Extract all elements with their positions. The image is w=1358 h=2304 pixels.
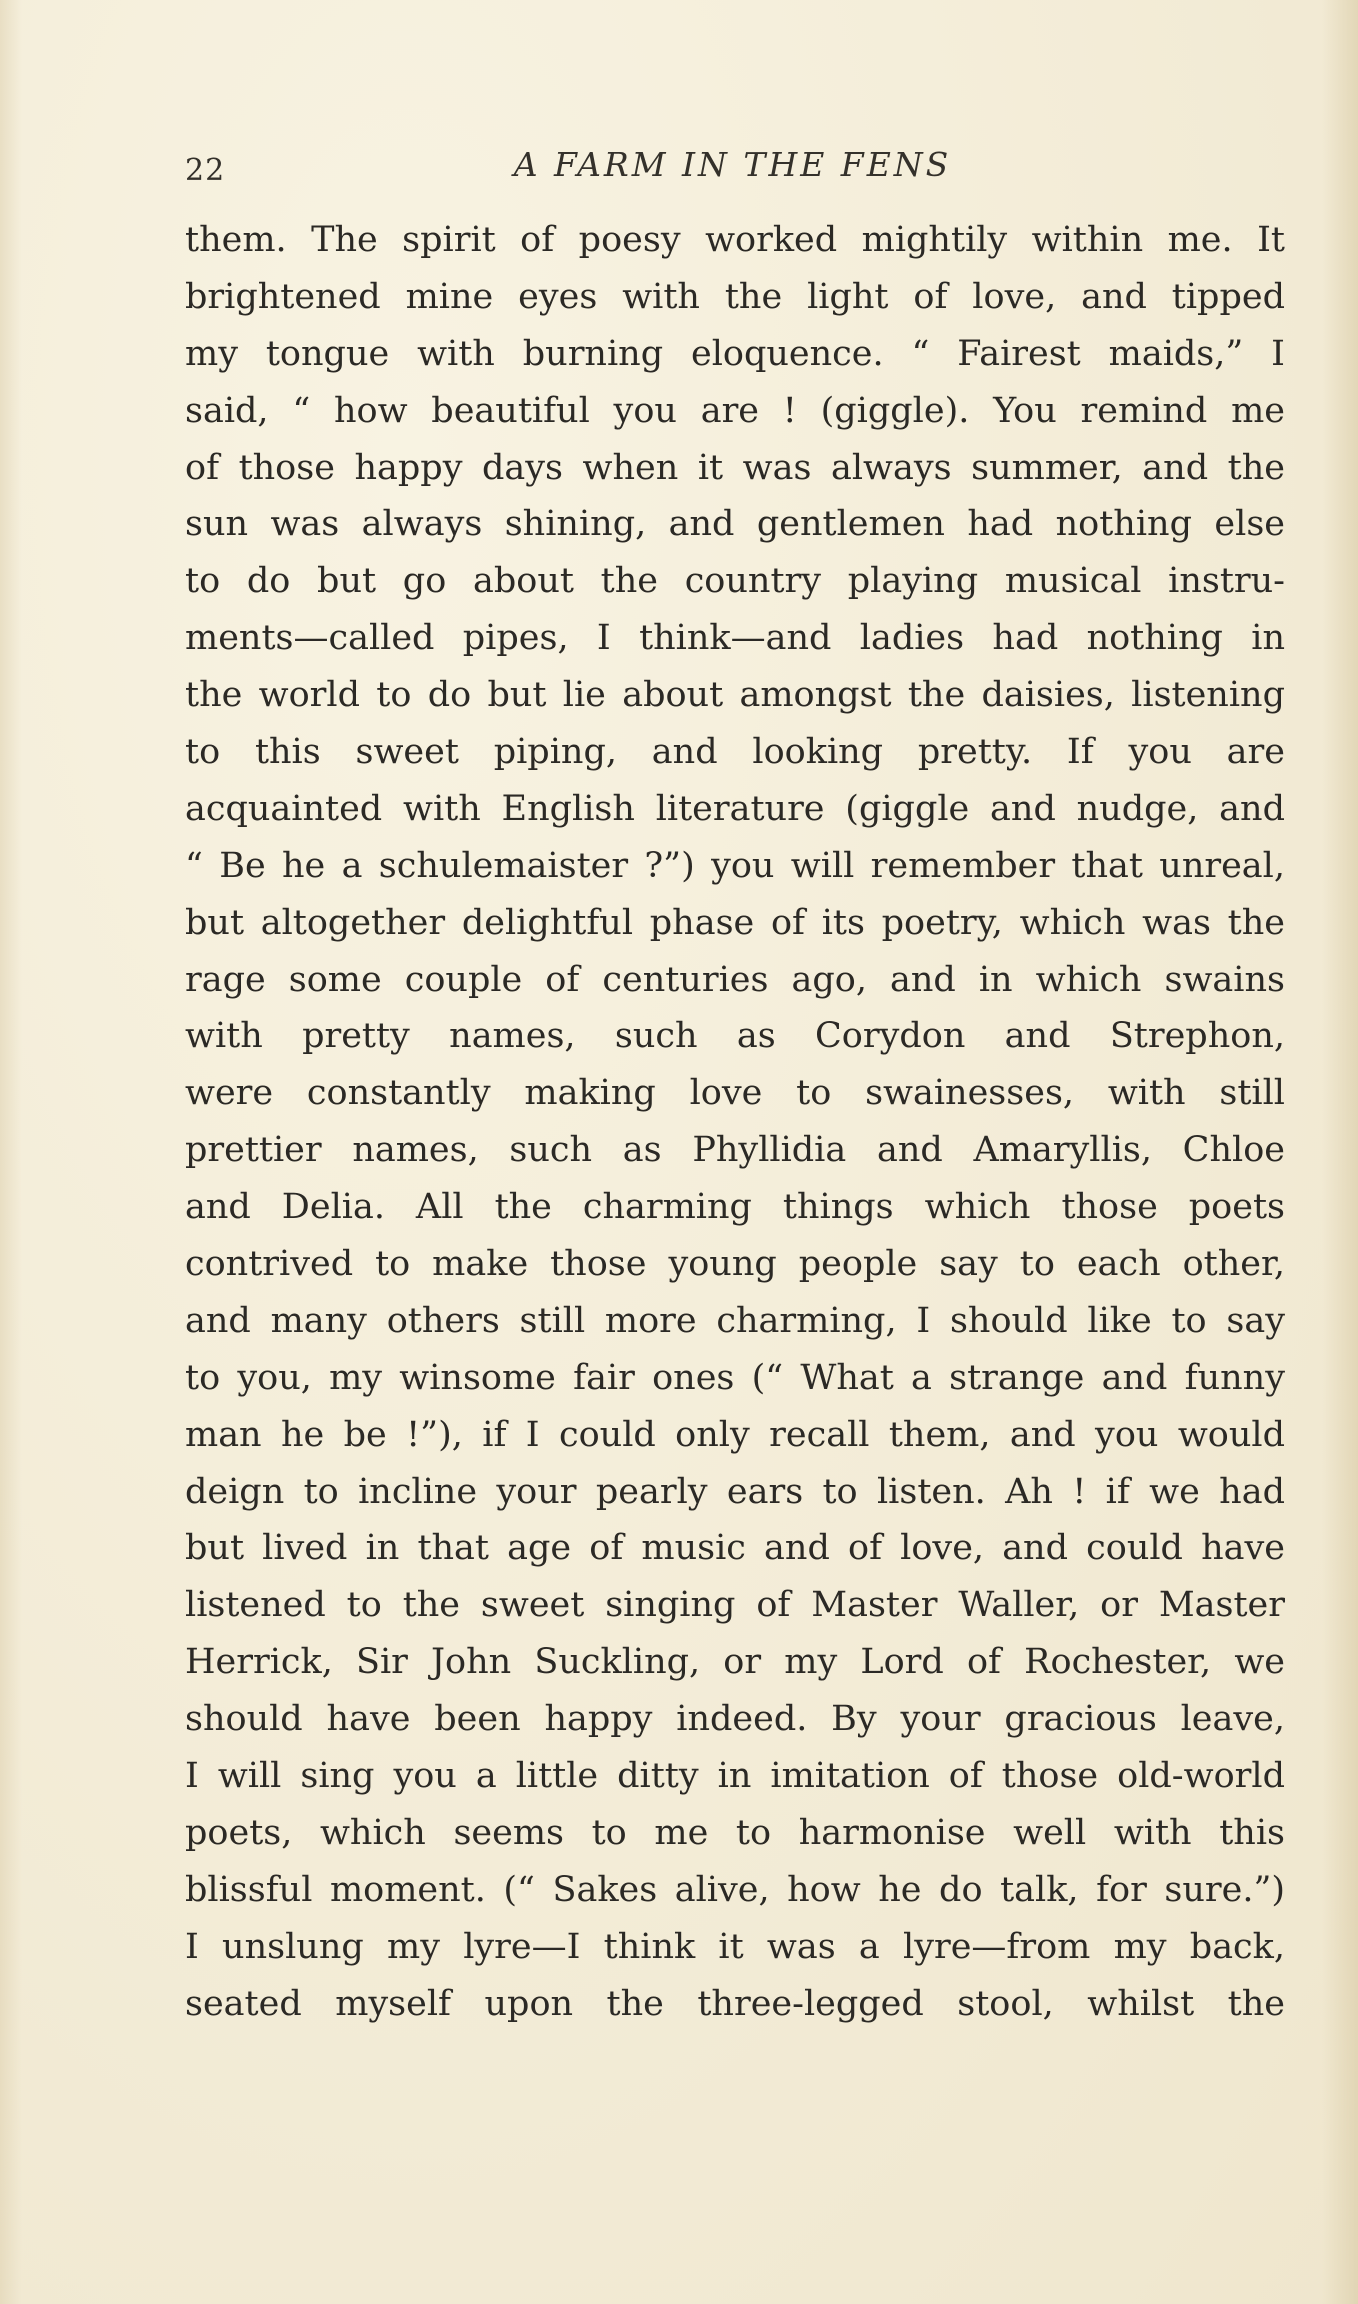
text-line: the world to do but lie about amongst the daisies, listening (185, 675, 1285, 716)
text-line: I unslung my lyre—I think it was a lyre—from my back, (185, 1926, 1285, 1967)
text-line: I will sing you a little ditty in imitation of those old-world (185, 1756, 1285, 1797)
text-line: contrived to make those young people say to each other, (185, 1244, 1285, 1285)
text-line: of those happy days when it was always summer, and the (185, 447, 1285, 488)
page-right-shadow (1322, 0, 1358, 2304)
text-line: Herrick, Sir John Suckling, or my Lord of Rochester, we (185, 1642, 1285, 1683)
text-line: my tongue with burning eloquence. “ Fairest maids,” I (185, 333, 1285, 374)
text-line: seated myself upon the three-legged stool, whilst the (185, 1983, 1285, 2024)
text-line: brightened mine eyes with the light of love, and tipped (185, 276, 1285, 317)
page-left-shadow (0, 0, 22, 2304)
text-line: said, “ how beautiful you are ! (giggle). You remind me (185, 390, 1285, 431)
text-line: poets, which seems to me to harmonise well with this (185, 1812, 1285, 1853)
text-line: man he be !”), if I could only recall them, and you would (185, 1414, 1285, 1455)
text-line: blissful moment. (“ Sakes alive, how he do talk, for sure.”) (185, 1869, 1285, 1910)
page-number: 22 (185, 153, 226, 188)
running-head (185, 145, 1280, 187)
text-line: to this sweet piping, and looking pretty. If you are (185, 732, 1285, 773)
text-line: rage some couple of centuries ago, and in which swains (185, 959, 1285, 1000)
running-title: A FARM IN THE FENS (513, 145, 952, 184)
text-line: acquainted with English literature (giggle and nudge, and (185, 788, 1285, 829)
text-line: ments—called pipes, I think—and ladies had nothing in (185, 618, 1285, 659)
text-line: prettier names, such as Phyllidia and Amaryllis, Chloe (185, 1130, 1285, 1171)
text-line: with pretty names, such as Corydon and Strephon, (185, 1016, 1285, 1057)
text-line: them. The spirit of poesy worked mightily within me. It (185, 220, 1285, 260)
text-line: but altogether delightful phase of its poetry, which was the (185, 902, 1285, 943)
text-line: and many others still more charming, I should like to say (185, 1300, 1285, 1341)
text-line: sun was always shining, and gentlemen had nothing else (185, 504, 1285, 545)
text-line: listened to the sweet singing of Master Waller, or Master (185, 1585, 1285, 1626)
text-line: were constantly making love to swainesses, with still (185, 1073, 1285, 1114)
text-line: and Delia. All the charming things which those poets (185, 1187, 1285, 1228)
text-line: to do but go about the country playing musical instru- (185, 561, 1285, 602)
text-line: to you, my winsome fair ones (“ What a strange and funny (185, 1357, 1285, 1398)
text-line: “ Be he a schulemaister ?”) you will remember that unreal, (185, 845, 1285, 886)
text-line: but lived in that age of music and of love, and could have (185, 1528, 1285, 1569)
text-line: should have been happy indeed. By your gracious leave, (185, 1699, 1285, 1740)
body-text (185, 212, 1285, 2033)
text-line: deign to incline your pearly ears to listen. Ah ! if we had (185, 1471, 1285, 1512)
